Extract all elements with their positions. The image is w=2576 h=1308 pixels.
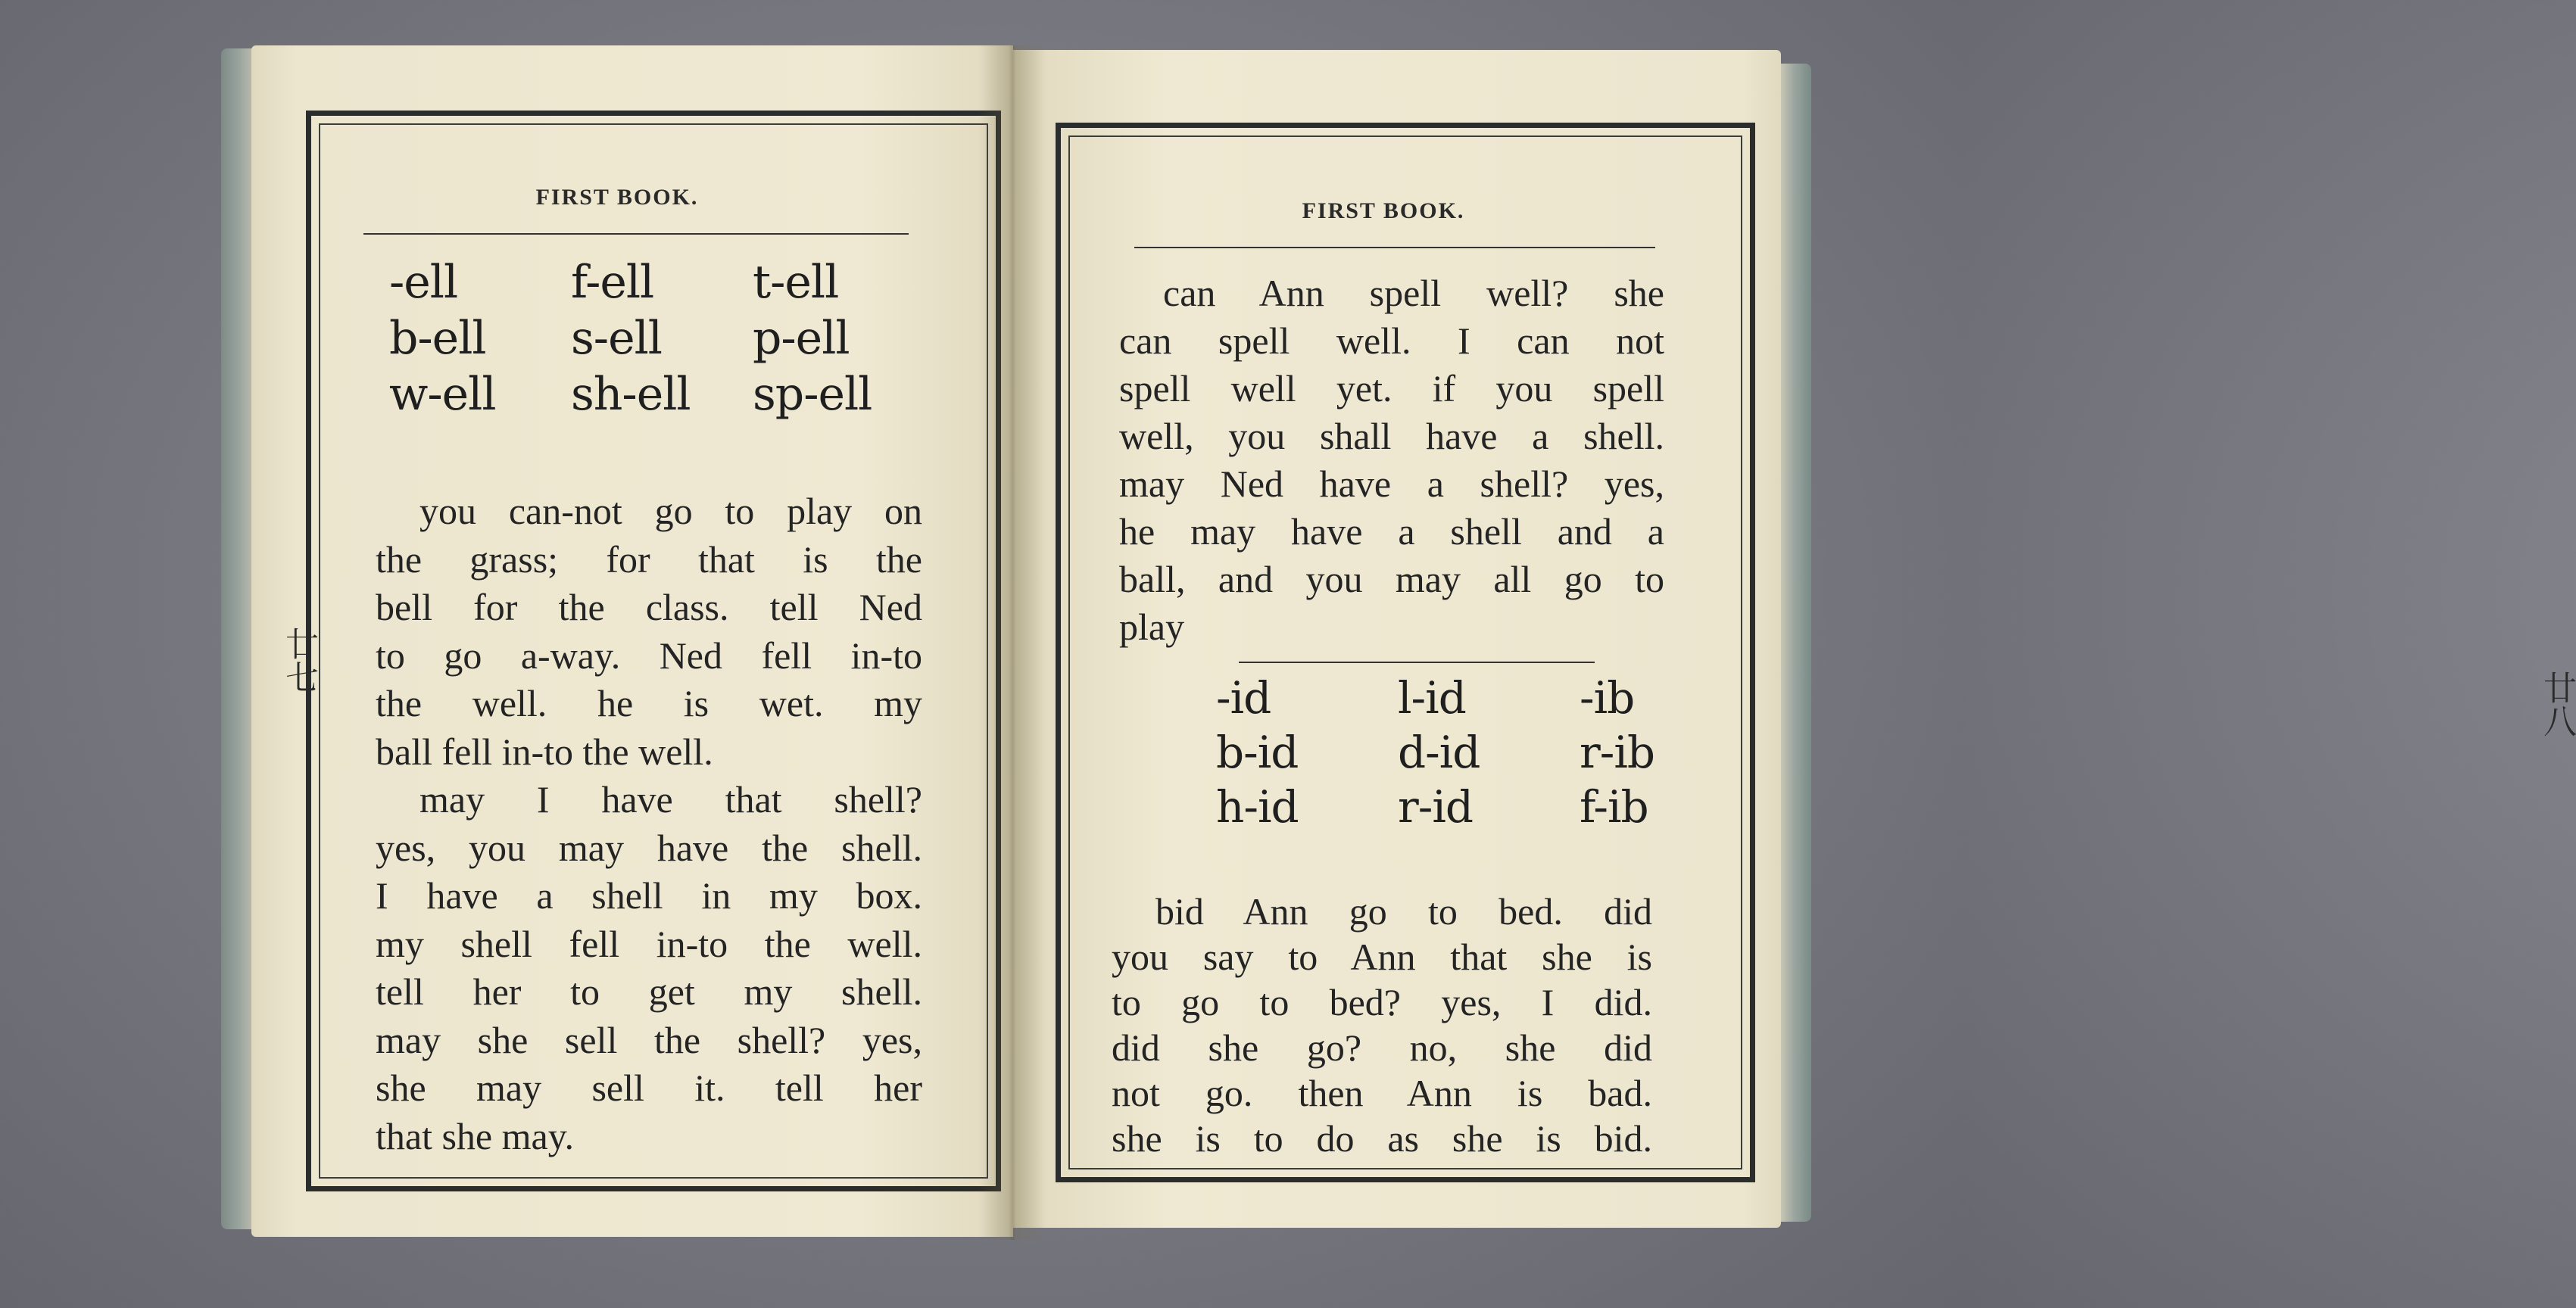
text-line: ball, and you may all go to xyxy=(1119,558,1664,600)
text-line: my shell fell in-to the well. xyxy=(376,922,922,965)
word: h-id xyxy=(1216,781,1299,833)
text-line: yes, you may have the shell. xyxy=(376,826,922,869)
word: l-id xyxy=(1398,672,1466,724)
left-body-text xyxy=(376,487,922,1160)
right-word-grid xyxy=(1216,671,1701,834)
word: -ib xyxy=(1580,672,1635,724)
right-body-text-top xyxy=(1119,269,1664,651)
text-line: can Ann spell well? she xyxy=(1163,272,1664,314)
text-line: can spell well. I can not xyxy=(1119,319,1664,362)
text-line: the well. he is wet. my xyxy=(376,682,922,724)
word: t-ell xyxy=(753,256,839,309)
text-line: you say to Ann that she is xyxy=(1112,936,1652,978)
word: b-id xyxy=(1216,727,1299,778)
text-line: I have a shell in my box. xyxy=(376,874,922,917)
text-line: bell for the class. tell Ned xyxy=(376,586,922,628)
word: s-ell xyxy=(571,312,662,365)
left-page xyxy=(251,45,1013,1237)
word: -id xyxy=(1216,672,1271,724)
right-page xyxy=(1013,50,2576,1228)
text-line: she may sell it. tell her xyxy=(376,1067,922,1109)
text-line: play xyxy=(1119,606,1185,648)
left-head-rule xyxy=(363,233,909,235)
text-line: did she go? no, she did xyxy=(1112,1026,1652,1069)
right-running-head: FIRST BOOK. xyxy=(1302,198,1465,223)
left-running-head: FIRST BOOK. xyxy=(535,185,699,210)
word: p-ell xyxy=(753,312,850,365)
text-line: she is to do as she is bid. xyxy=(1112,1117,1652,1160)
text-line: he may have a shell and a xyxy=(1119,510,1664,553)
open-book xyxy=(221,42,2576,1243)
text-line: to go to bed? yes, I did. xyxy=(1112,981,1652,1023)
word: f-ib xyxy=(1580,781,1648,833)
text-line: bid Ann go to bed. did xyxy=(1155,890,1652,933)
text-line: that she may. xyxy=(376,1114,574,1157)
text-line: the grass; for that is the xyxy=(376,537,922,581)
left-margin-page-mark: 廿七 xyxy=(279,627,318,693)
right-head-rule xyxy=(1134,247,1655,248)
text-line: may Ned have a shell? yes, xyxy=(1119,462,1664,505)
word: r-id xyxy=(1398,781,1474,833)
word: -ell xyxy=(389,256,458,309)
word: d-id xyxy=(1398,727,1480,778)
text-line: tell her to get my shell. xyxy=(376,970,922,1013)
text-line: spell well yet. if you spell xyxy=(1119,367,1664,410)
word: f-ell xyxy=(571,256,654,309)
text-line: to go a-way. Ned fell in-to xyxy=(376,634,922,677)
word: b-ell xyxy=(389,312,486,365)
text-line: ball fell in-to the well. xyxy=(376,730,713,773)
text-line: not go. then Ann is bad. xyxy=(1112,1072,1652,1114)
right-body-text-bottom xyxy=(1112,889,1652,1161)
word: sp-ell xyxy=(753,368,872,421)
text-line: may I have that shell? xyxy=(419,778,922,821)
word: sh-ell xyxy=(571,368,691,421)
text-line: you can-not go to play on xyxy=(419,490,922,532)
left-word-grid xyxy=(389,254,934,422)
text-line: well, you shall have a shell. xyxy=(1119,415,1664,457)
right-margin-page-mark: 廿八 xyxy=(2537,671,2576,737)
text-line: may she sell the shell? yes, xyxy=(376,1018,922,1061)
word: r-ib xyxy=(1580,727,1655,778)
right-section-rule xyxy=(1239,662,1595,663)
word: w-ell xyxy=(389,368,496,421)
